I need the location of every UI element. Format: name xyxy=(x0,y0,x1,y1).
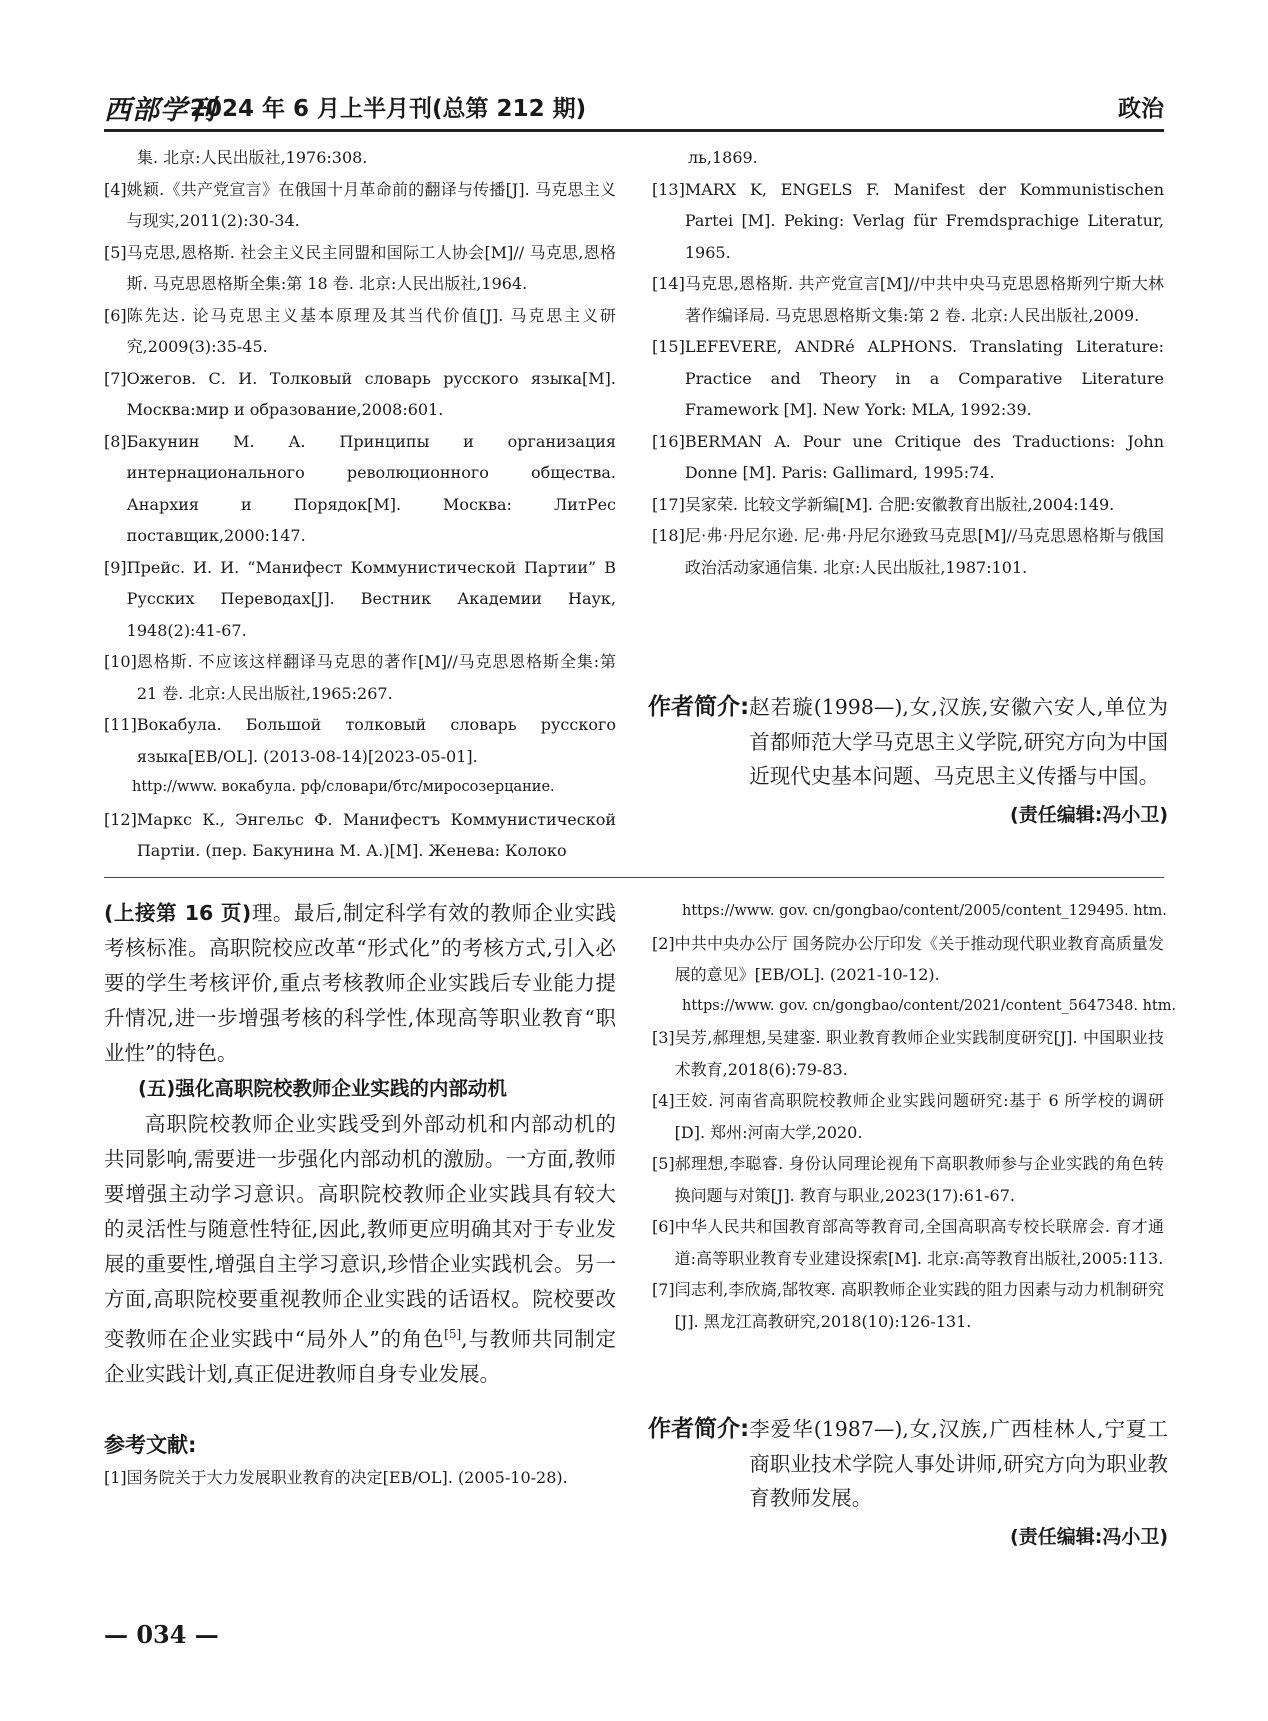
reference-item: [7] Ожегов. С. И. Толковый словарь русского языка[M]. Москва:мир и образование,2008:601. xyxy=(104,368,616,419)
editor-credit: (责任编辑:冯小卫) xyxy=(1010,1525,1168,1548)
header-rule xyxy=(104,129,1164,132)
article1-author-bio xyxy=(648,690,1168,832)
section-label: 政治 xyxy=(1118,96,1164,122)
reference-item: [18] 尼·弗·丹尼尔逊. 尼·弗·丹尼尔逊致马克思[M]//马克思恩格斯与俄国政治活动家通信集. 北京:人民出版社,1987:101. xyxy=(652,526,1164,577)
article2-refs-right xyxy=(652,896,1177,1337)
references-heading: 参考文献: xyxy=(104,1432,197,1457)
reference-item: [6] 陈先达. 论马克思主义基本原理及其当代价值[J]. 马克思主义研究,2009(3):35-45. xyxy=(104,305,616,356)
reference-item: [14] 马克思,恩格斯. 共产党宣言[M]//中共中央马克思恩格斯列宁斯大林著作编译局. 马克思恩格斯文集:第 2 卷. 北京:人民出版社,2009. xyxy=(652,274,1164,325)
continued-from-label: (上接第 16 页) xyxy=(104,901,252,925)
reference-item: [3] 吴芳,郝理想,吴建銮. 职业教育教师企业实践制度研究[J]. 中国职业技术教育,2018(6):79-83. xyxy=(652,1028,1164,1079)
article2-body xyxy=(104,896,616,1493)
reference-url[interactable]: http://www. вокабула. рф/словари/бтс/миросозерцание. xyxy=(132,779,555,795)
reference-item: [11] Вокабула. Большой толковый словарь русского языка[EB/OL]. (2013-08-14)[2023-05-01]. xyxy=(104,715,616,766)
reference-item: [12] Маркс К., Энгельс Ф. Манифестъ Коммунистической Партiи. (пер. Бакунина М. А.)[M]. Женева: Колоко xyxy=(104,809,616,860)
reference-url[interactable]: https://www. gov. cn/gongbao/content/2021/content_5647348. htm. xyxy=(682,997,1177,1014)
reference-item: [10] 恩格斯. 不应该这样翻译马克思的著作[M]//马克思恩格斯全集:第 21 卷. 北京:人民出版社,1965:267. xyxy=(104,652,616,703)
issue-info: 2024 年 6 月上半月刊(总第 212 期) xyxy=(190,96,587,122)
reference-item: [2] 中共中央办公厅 国务院办公厅印发《关于推动现代职业教育高质量发展的意见》[EB/OL]. (2021-10-12). xyxy=(652,933,1164,984)
author-bio-text: 赵若璇(1998—),女,汉族,安徽六安人,单位为首都师范大学马克思主义学院,研究方向为中国近现代史基本问题、马克思主义传播与中国。 xyxy=(749,695,1168,788)
reference-item: [8] Бакунин М. А. Принципы и организация интернационального революционного общества. Анархия и Порядок[M]. Москва: ЛитРес поставщик,2000:147. xyxy=(104,431,616,545)
reference-item: [9] Прейс. И. И. “Манифест Коммунистической Партии” В Русских Переводах[J]. Вестник Академии Наук, 1948(2):41-67. xyxy=(104,557,616,640)
reference-item: [15] LEFEVERE, ANDRé ALPHONS. Translating Literature: Practice and Theory in a Comparative Literature Framework [M]. New York: MLA, 1992:39. xyxy=(652,337,1164,419)
reference-item: [4] 姚颖.《共产党宣言》在俄国十月革命前的翻译与传播[J]. 马克思主义与现实,2011(2):30-34. xyxy=(104,179,616,230)
article1-refs-right xyxy=(652,142,1164,583)
body-paragraph: 高职院校教师企业实践受到外部动机和内部动机的共同影响,需要进一步强化内部动机的激励。一方面,教师要增强主动学习意识。高职院校教师企业实践具有较大的灵活性与随意性特征,因此,教师更应明确其对于专业发展的重要性,增强自主学习意识,珍惜企业实践机会。另一方面,高职院校要重视教师企业实践的话语权。院校要改变教师在企业实践中“局外人”的角色[5],与教师共同制定企业实践计划,真正促进教师自身专业发展。 xyxy=(104,1112,616,1386)
citation-marker: [5] xyxy=(444,1327,462,1341)
reference-tail: ль,1869. xyxy=(688,148,758,167)
author-bio-label: 作者简介: xyxy=(648,694,750,720)
reference-item: [16] BERMAN A. Pour une Critique des Traductions: John Donne [M]. Paris: Gallimard, 1995:74. xyxy=(652,431,1164,482)
author-bio-label: 作者简介: xyxy=(648,1416,750,1442)
reference-item: [6] 中华人民共和国教育部高等教育司,全国高职高专校长联席会. 育才通道:高等职业教育专业建设探索[M]. 北京:高等教育出版社,2005:113. xyxy=(652,1217,1164,1268)
author-bio-text: 李爱华(1987—),女,汉族,广西桂林人,宁夏工商职业技术学院人事处讲师,研究方向为职业教育教师发展。 xyxy=(749,1417,1168,1510)
article-divider xyxy=(104,877,1164,878)
section-subheading: (五)强化高职院校教师企业实践的内部动机 xyxy=(138,1077,507,1100)
reference-item: [5] 马克思,恩格斯. 社会主义民主同盟和国际工人协会[M]// 马克思,恩格斯. 马克思恩格斯全集:第 18 卷. 北京:人民出版社,1964. xyxy=(104,242,616,293)
article2-author-bio xyxy=(648,1412,1168,1554)
page-number: — 034 — xyxy=(104,1620,219,1649)
reference-tail: 集. 北京:人民出版社,1976:308. xyxy=(137,148,368,167)
editor-credit: (责任编辑:冯小卫) xyxy=(1010,803,1168,826)
running-header xyxy=(104,88,1164,124)
reference-item: [17] 吴家荣. 比较文学新编[M]. 合肥:安徽教育出版社,2004:149. xyxy=(652,494,1115,514)
reference-item: [5] 郝理想,李聪睿. 身份认同理论视角下高职教师参与企业实践的角色转换问题与对策[J]. 教育与职业,2023(17):61-67. xyxy=(652,1154,1164,1205)
reference-item: [7] 闫志利,李欣旖,郜牧寒. 高职教师企业实践的阻力因素与动力机制研究[J]. 黑龙江高教研究,2018(10):126-131. xyxy=(652,1280,1164,1331)
journal-logo: 西部学刊 xyxy=(104,95,216,126)
body-paragraph: (上接第 16 页)理。最后,制定科学有效的教师企业实践考核标准。高职院校应改革“形式化”的考核方式,引入必要的学生考核评价,重点考核教师企业实践后专业能力提升情况,进一步增强考核的科学性,体现高等职业教育“职业性”的特色。 xyxy=(104,901,617,1065)
reference-item: [1] 国务院关于大力发展职业教育的决定[EB/OL]. (2005-10-28). xyxy=(104,1467,568,1487)
reference-item: [4] 王姣. 河南省高职院校教师企业实践问题研究:基于 6 所学校的调研[D]. 郑州:河南大学,2020. xyxy=(652,1091,1164,1142)
reference-url[interactable]: https://www. gov. cn/gongbao/content/2005/content_129495. htm. xyxy=(682,903,1167,919)
reference-item: [13] MARX K, ENGELS F. Manifest der Kommunistischen Partei [M]. Peking: Verlag für Fremdsprachige Literatur, 1965. xyxy=(652,179,1164,262)
article1-refs-left xyxy=(104,142,616,867)
